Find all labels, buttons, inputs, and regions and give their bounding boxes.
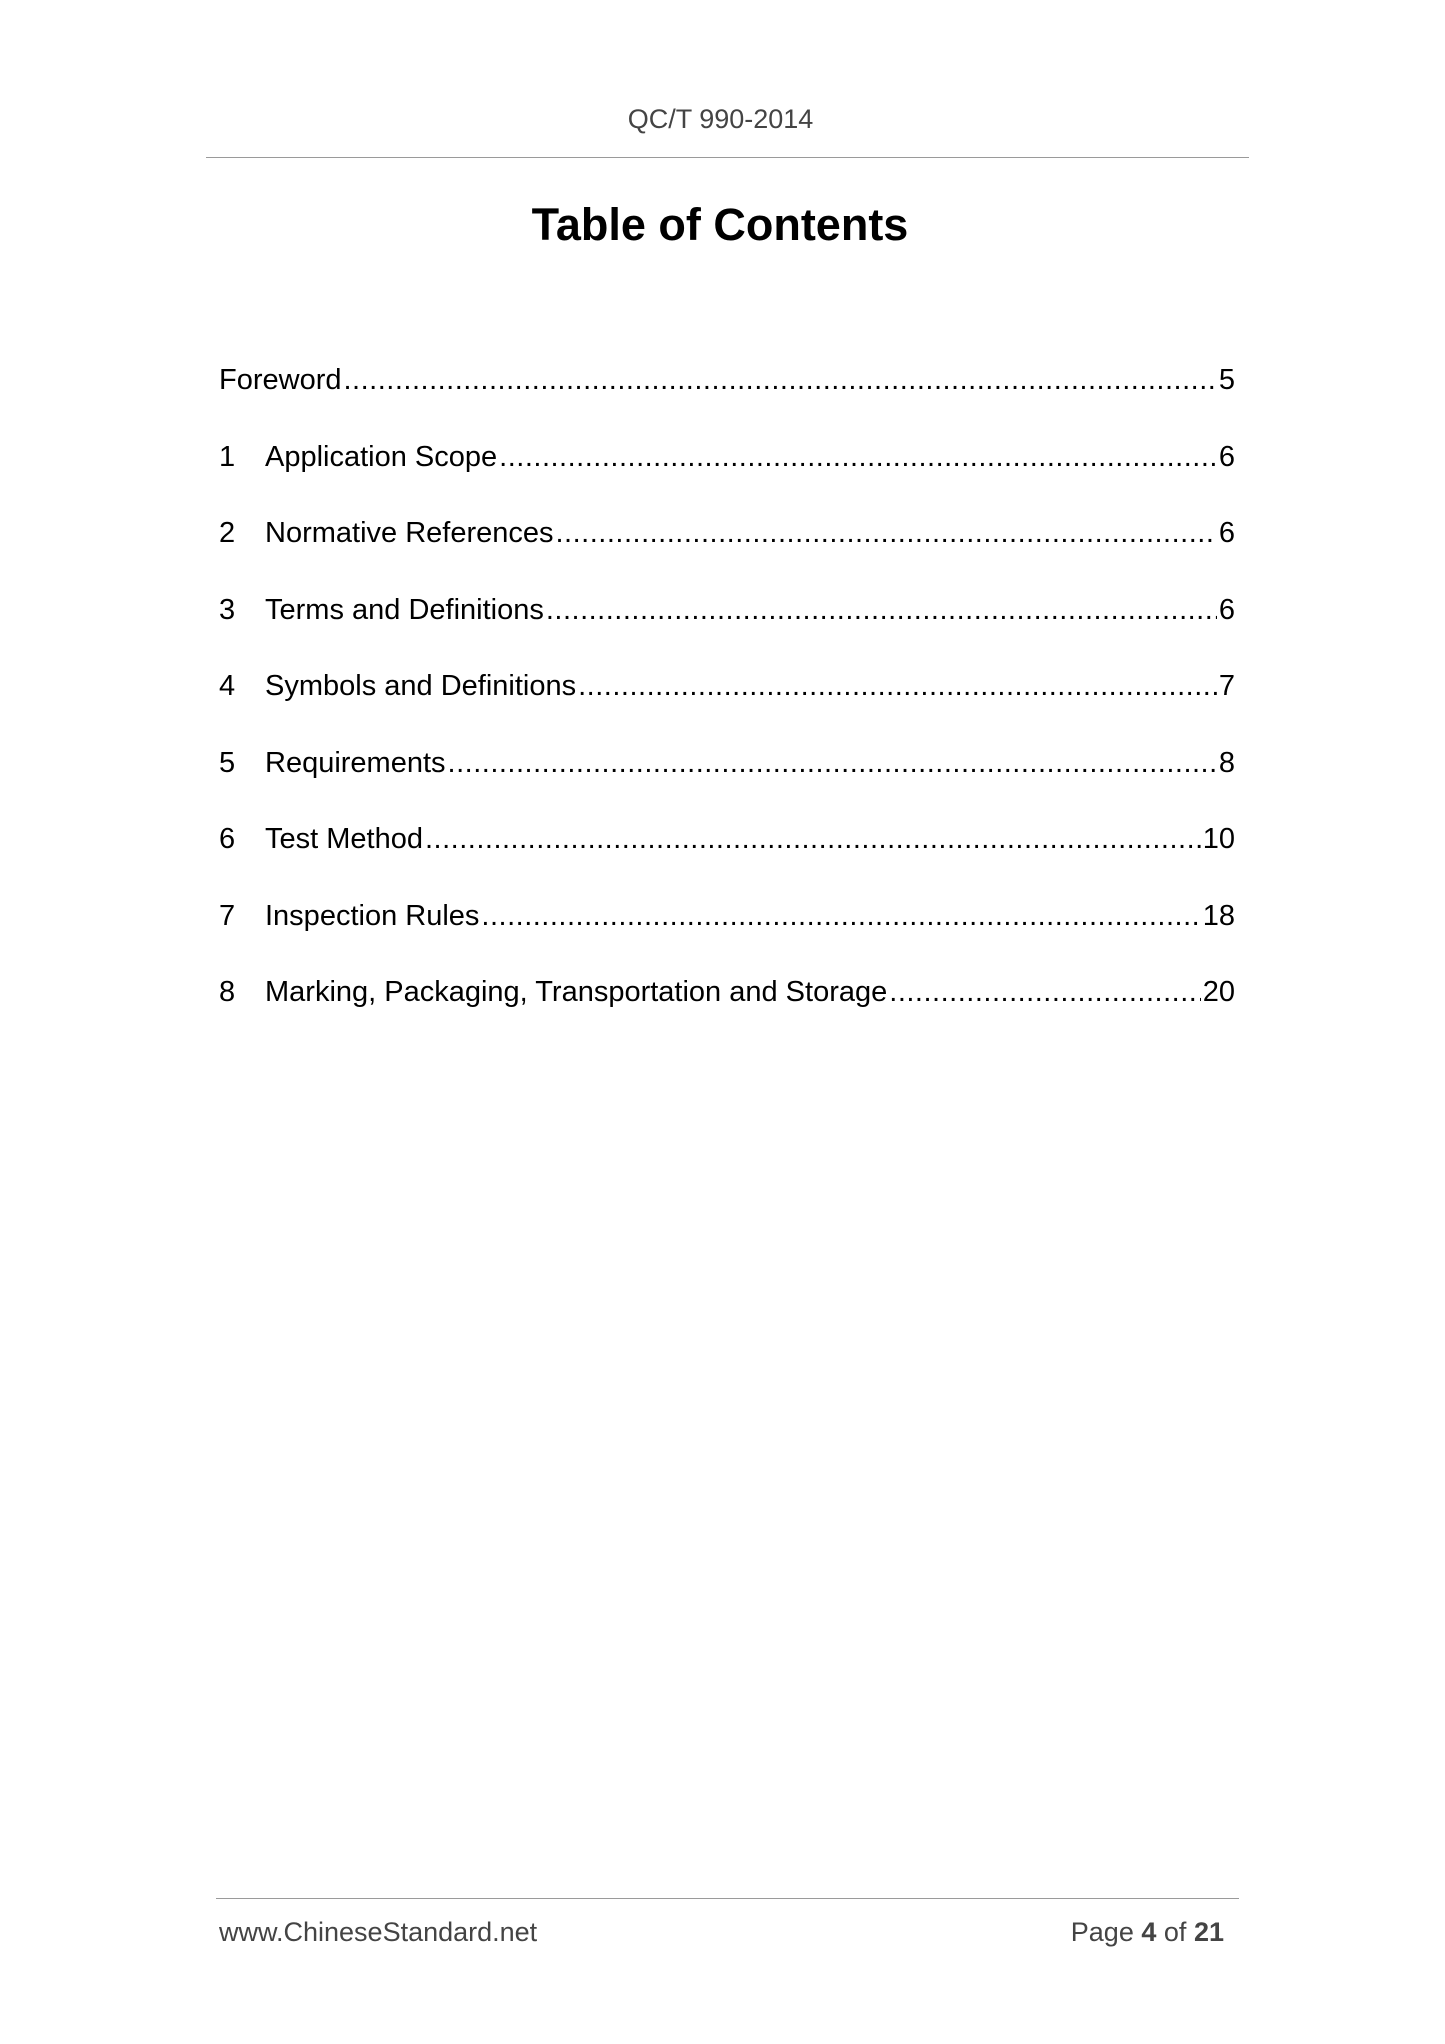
toc-entry-number: 4	[219, 670, 236, 702]
toc-entry-page: 6	[1218, 517, 1235, 549]
page-of: of	[1163, 1917, 1187, 1947]
page-prefix: Page	[1070, 1917, 1134, 1947]
toc-entry-label: Normative References	[265, 517, 554, 549]
toc-dot-leader	[556, 511, 1217, 555]
toc-entry-page: 10	[1202, 823, 1235, 855]
table-of-contents	[219, 358, 1235, 1047]
footer-divider	[216, 1898, 1239, 1899]
toc-entry-number: 7	[219, 899, 236, 932]
toc-entry-requirements[interactable]	[219, 741, 1235, 818]
toc-entry-label: Test Method	[265, 823, 423, 855]
toc-entry-label: Marking, Packaging, Transportation and Storage	[265, 976, 888, 1008]
toc-entry-page: 7	[1218, 670, 1235, 702]
toc-entry-marking-packaging[interactable]	[219, 970, 1235, 1047]
document-code: QC/T 990-2014	[627, 104, 814, 134]
toc-dot-leader	[344, 358, 1217, 402]
page-total: 21	[1193, 1917, 1224, 1947]
footer-page-indicator	[1071, 1917, 1224, 1948]
toc-entry-label: Symbols and Definitions	[265, 670, 577, 702]
toc-entry-label: Terms and Definitions	[265, 593, 544, 626]
toc-entry-number: 3	[219, 593, 236, 626]
toc-entry-page: 20	[1202, 976, 1235, 1008]
toc-dot-leader	[425, 817, 1201, 861]
toc-dot-leader	[889, 970, 1200, 1014]
toc-entry-number: 1	[219, 440, 236, 473]
toc-entry-label: Application Scope	[265, 440, 498, 473]
toc-dot-leader	[481, 894, 1200, 938]
toc-entry-test-method[interactable]	[219, 817, 1235, 894]
toc-entry-page: 6	[1218, 440, 1235, 473]
toc-entry-number: 5	[219, 746, 236, 779]
toc-dot-leader	[499, 435, 1217, 479]
toc-entry-inspection-rules[interactable]	[219, 894, 1235, 971]
document-code-header	[0, 104, 1445, 135]
toc-entry-number: 6	[219, 823, 236, 855]
toc-dot-leader	[448, 741, 1217, 785]
footer-website-link[interactable]: www.ChineseStandard.net	[219, 1917, 538, 1947]
toc-entry-foreword[interactable]	[219, 358, 1235, 435]
toc-entry-page: 8	[1218, 746, 1235, 779]
page-title: Table of Contents	[531, 199, 909, 250]
toc-entry-normative-references[interactable]	[219, 511, 1235, 588]
toc-dot-leader	[546, 588, 1217, 632]
toc-entry-label: Inspection Rules	[265, 899, 480, 932]
header-divider	[206, 157, 1249, 158]
toc-entry-symbols-and-definitions[interactable]	[219, 664, 1235, 741]
toc-entry-application-scope[interactable]	[219, 435, 1235, 512]
toc-dot-leader	[578, 664, 1217, 708]
toc-entry-page: 5	[1218, 364, 1235, 396]
toc-entry-label: Foreword	[219, 364, 342, 396]
toc-entry-label: Requirements	[265, 746, 446, 779]
page-current: 4	[1141, 1917, 1157, 1947]
toc-entry-page: 18	[1202, 899, 1235, 932]
toc-entry-number: 8	[219, 976, 236, 1008]
toc-entry-page: 6	[1218, 593, 1235, 626]
toc-entry-number: 2	[219, 517, 236, 549]
toc-entry-terms-and-definitions[interactable]	[219, 588, 1235, 665]
